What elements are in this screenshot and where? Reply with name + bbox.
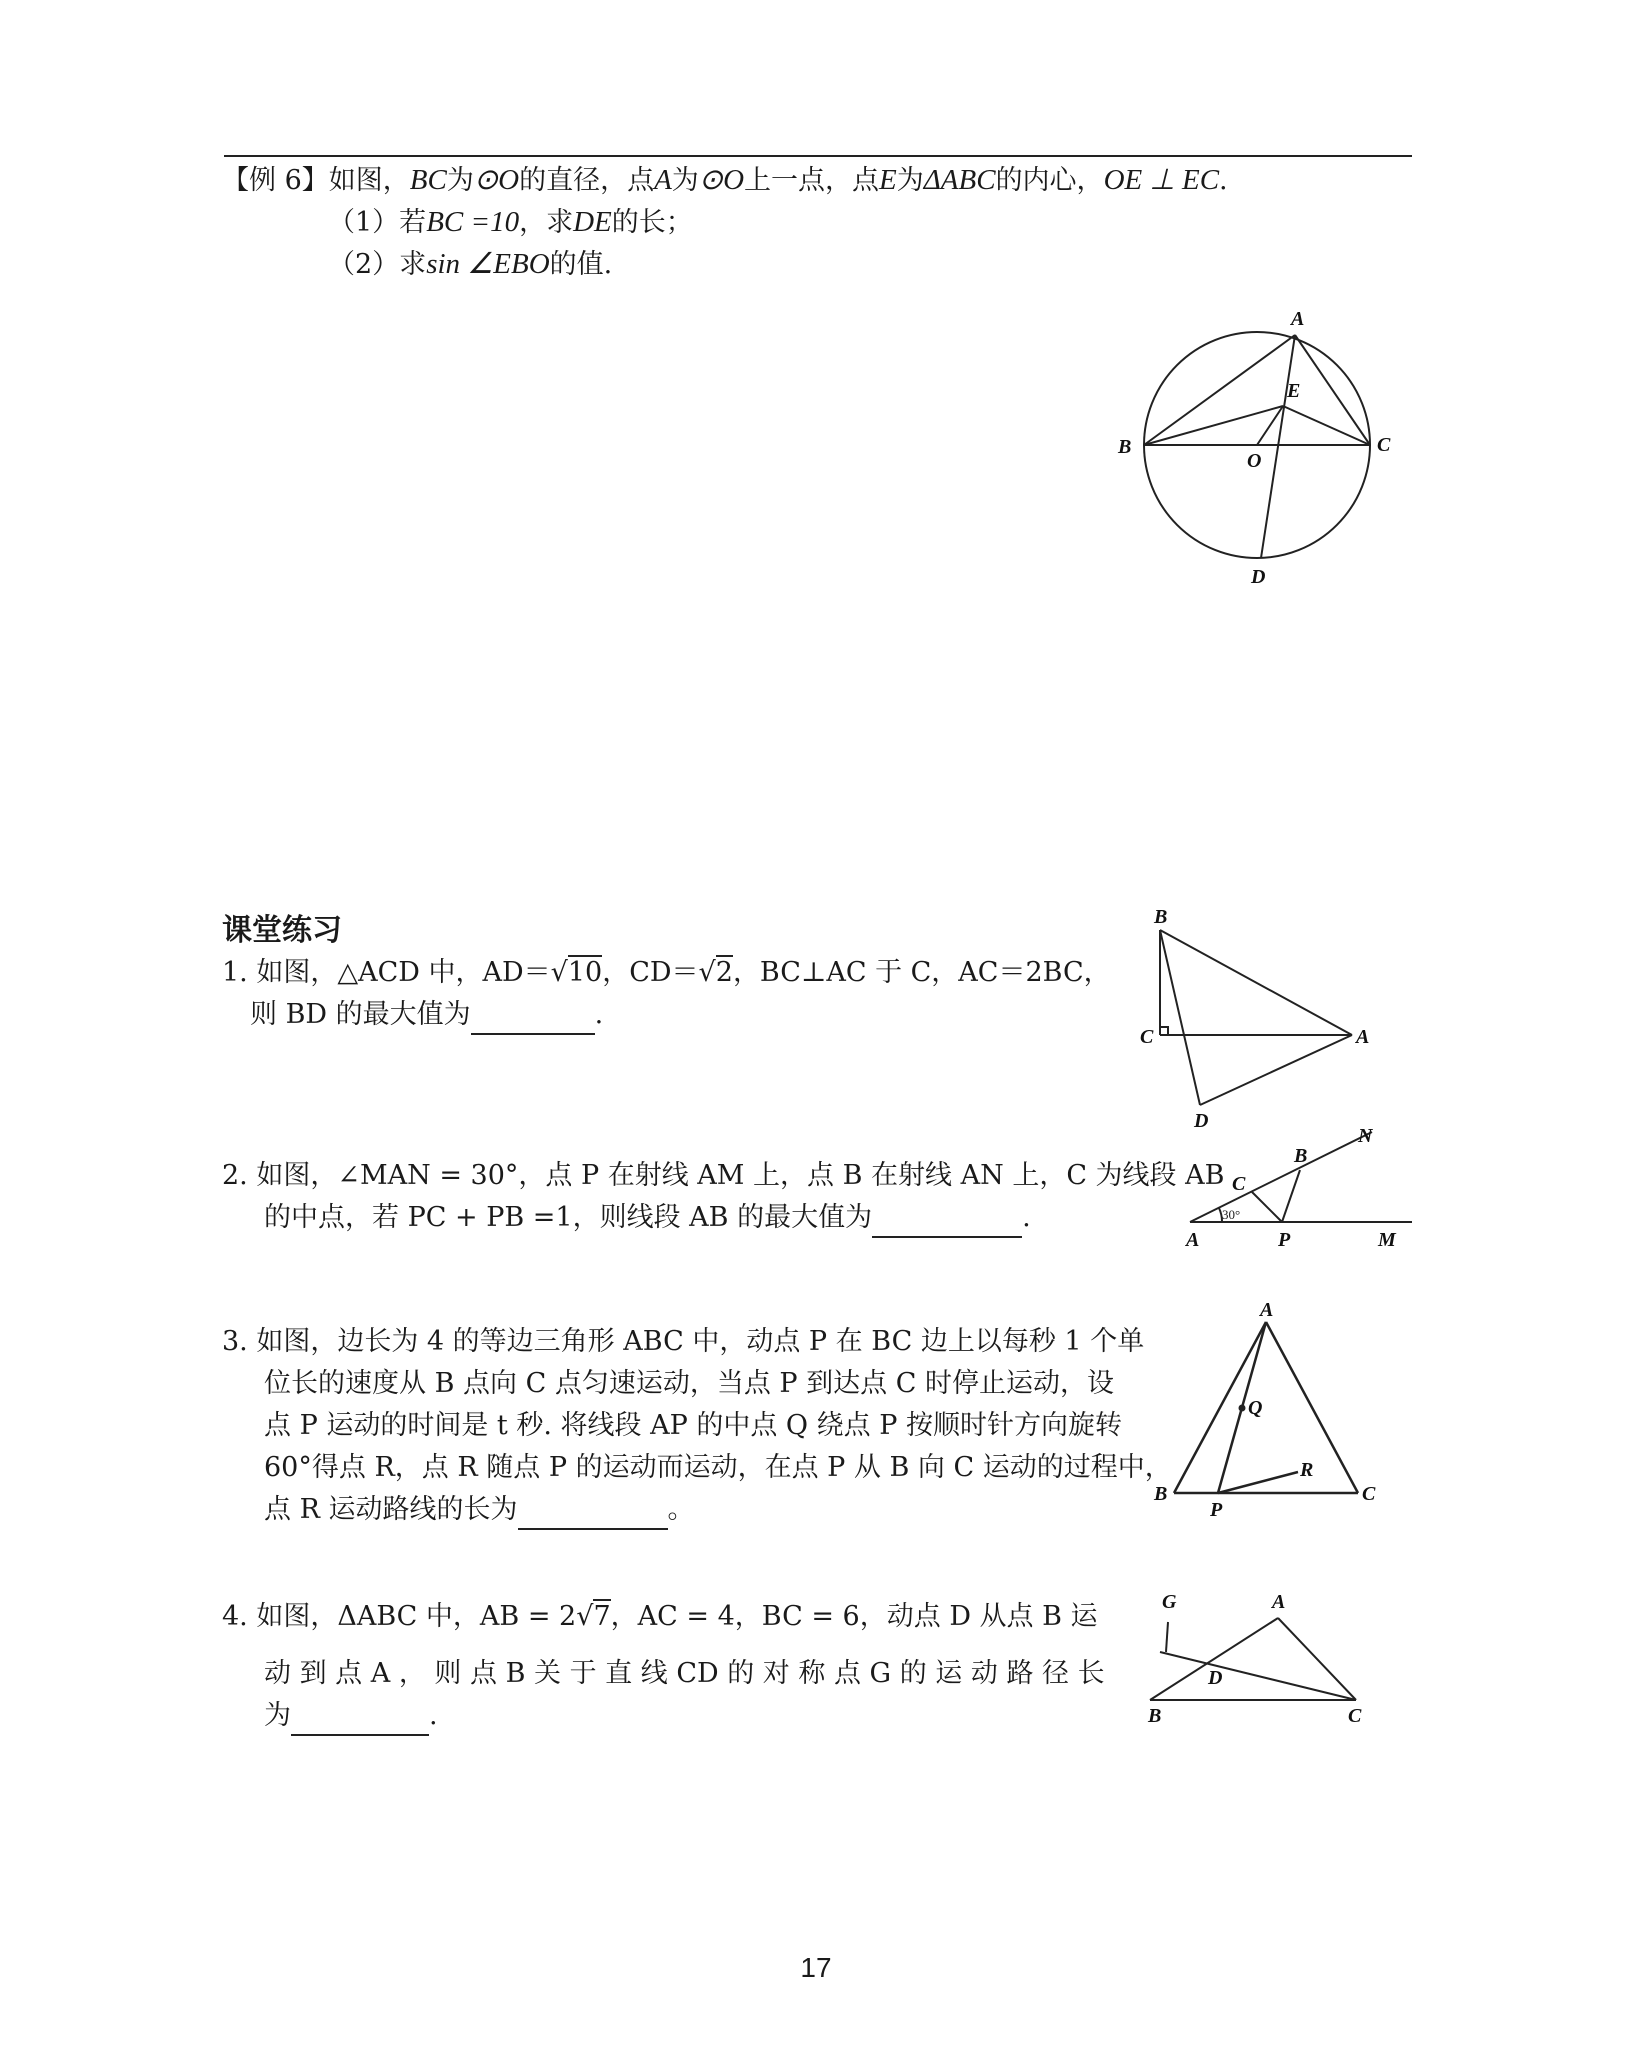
label-p: P	[1278, 1229, 1291, 1251]
label-q: Q	[1248, 1397, 1263, 1419]
page-number: 17	[800, 1952, 832, 1983]
sqrt-10: 10	[567, 957, 603, 988]
text: 的内心，	[995, 165, 1104, 196]
label-b: B	[1154, 1483, 1168, 1505]
label-30-degrees: 30°	[1222, 1207, 1241, 1222]
problem-3-line-1	[222, 1322, 1144, 1362]
answer-blank[interactable]	[291, 1706, 429, 1736]
section-title: 课堂练习	[222, 913, 342, 948]
problem-4-line-2	[264, 1654, 1105, 1694]
text: .	[429, 1700, 438, 1731]
figure-3	[1148, 1298, 1393, 1528]
label-b: B	[1154, 906, 1168, 928]
example-6-statement	[222, 160, 1228, 201]
text: 上一点，点	[744, 165, 880, 196]
sqrt-symbol: √	[576, 1601, 594, 1632]
text: 为	[896, 165, 924, 196]
label-n: N	[1358, 1125, 1373, 1147]
label-a: A	[1356, 1026, 1370, 1048]
label-b: B	[1118, 436, 1132, 458]
text: 如图，	[328, 165, 410, 196]
text: （2）求	[328, 249, 427, 280]
problem-3-line-4	[264, 1448, 1172, 1488]
text: 动 到 点 A ， 则 点 B 关 于 直 线 CD 的 对 称 点 G 的 运 动 路 径 长	[264, 1658, 1105, 1689]
label-a: A	[1272, 1591, 1286, 1613]
label-e: E	[1287, 380, 1301, 402]
label-d: D	[1208, 1667, 1223, 1689]
problem-2-line-2	[264, 1198, 1031, 1238]
text: 为	[264, 1700, 291, 1731]
label-r: R	[1300, 1459, 1314, 1481]
text: 则 BD 的最大值为	[250, 999, 471, 1030]
text: （1）若	[328, 207, 427, 238]
label-c: C	[1362, 1483, 1376, 1505]
problem-4-line-3	[264, 1696, 438, 1736]
label-g: G	[1162, 1591, 1177, 1613]
text: 位长的速度从 B 点向 C 点匀速运动，当点 P 到达点 C 时停止运动，设	[264, 1368, 1114, 1399]
label-o: O	[1247, 450, 1262, 472]
problem-1-line-2	[250, 995, 603, 1035]
text: 为	[671, 165, 699, 196]
text: .	[1219, 165, 1228, 196]
text: .	[1022, 1202, 1031, 1233]
text: 2. 如图，∠MAN = 30°，点 P 在射线 AM 上，点 B 在射线 AN 上，C 为线段 AB	[222, 1160, 1225, 1191]
label-a: A	[1291, 308, 1305, 330]
figure-4	[1138, 1580, 1378, 1730]
math-circle-o: ⊙O	[698, 164, 745, 196]
header-rule	[224, 155, 1412, 157]
answer-blank[interactable]	[872, 1208, 1022, 1238]
example-6-question-1	[328, 202, 693, 243]
text: ，AC = 4，BC = 6，动点 D 从点 B 运	[610, 1601, 1098, 1632]
label-d: D	[1194, 1110, 1209, 1132]
math-triangle-abc: ΔABC	[923, 164, 996, 196]
math-bc-eq-10: BC =10	[426, 206, 520, 238]
text: 为	[446, 165, 474, 196]
text: .	[594, 999, 604, 1030]
label-c: C	[1348, 1705, 1362, 1727]
label-a: A	[1260, 1299, 1274, 1321]
text: 60°得点 R，点 R 随点 P 的运动而运动，在点 P 从 B 向 C 运动的过程中，	[264, 1452, 1172, 1483]
text: 点 P 运动的时间是 t 秒. 将线段 AP 的中点 Q 绕点 P 按顺时针方向旋转	[264, 1410, 1122, 1441]
problem-1-line-1	[222, 953, 1111, 993]
math-a: A	[654, 164, 672, 196]
text: 4. 如图，ΔABC 中，AB = 2	[222, 1601, 577, 1632]
problem-2-line-1	[222, 1156, 1224, 1196]
sqrt-2: 2	[715, 957, 733, 988]
problem-4-line-1	[222, 1594, 1098, 1640]
text: ，求	[519, 207, 574, 238]
label-c: C	[1377, 434, 1391, 456]
math-bc: BC	[409, 164, 447, 196]
label-p: P	[1210, 1499, 1223, 1521]
text: 3. 如图，边长为 4 的等边三角形 ABC 中，动点 P 在 BC 边上以每秒 1 个单	[222, 1326, 1145, 1357]
sqrt-7: 7	[593, 1601, 611, 1632]
label-m: M	[1378, 1229, 1396, 1251]
problem-3-line-5	[264, 1490, 695, 1530]
text: ，CD＝	[602, 957, 699, 988]
example-6-question-2	[328, 244, 612, 285]
label-b: B	[1148, 1705, 1162, 1727]
text: 的长；	[611, 207, 693, 238]
math-circle-o: ⊙O	[473, 164, 520, 196]
answer-blank[interactable]	[518, 1500, 668, 1530]
math-e: E	[879, 164, 897, 196]
text: 的值.	[549, 249, 613, 280]
circle-figure	[1105, 305, 1415, 595]
problem-3-line-2	[264, 1364, 1114, 1404]
label-d: D	[1251, 566, 1266, 588]
text: 的中点，若 PC + PB =1，则线段 AB 的最大值为	[264, 1202, 873, 1233]
label-a: A	[1186, 1229, 1200, 1251]
text: ，BC⊥AC 于 C，AC＝2BC，	[732, 957, 1111, 988]
label-c: C	[1140, 1026, 1154, 1048]
problem-3-line-3	[264, 1406, 1122, 1446]
text: 的直径，点	[519, 165, 655, 196]
text: 。	[667, 1494, 695, 1525]
figure-1	[1130, 905, 1370, 1135]
text: 点 R 运动路线的长为	[264, 1494, 518, 1525]
text: 1. 如图，△ACD 中，AD＝	[222, 957, 551, 988]
figure-2	[1182, 1122, 1422, 1257]
math-de: DE	[573, 206, 612, 238]
math-oe-perp-ec: OE ⊥ EC	[1103, 164, 1220, 196]
example-label: 【例 6】	[222, 165, 329, 196]
math-sin-ebo: sin ∠EBO	[426, 248, 550, 280]
label-b: B	[1294, 1145, 1308, 1167]
sqrt-symbol: √	[698, 957, 716, 988]
label-c: C	[1232, 1173, 1246, 1195]
answer-blank[interactable]	[471, 1005, 595, 1035]
sqrt-symbol: √	[550, 957, 568, 988]
